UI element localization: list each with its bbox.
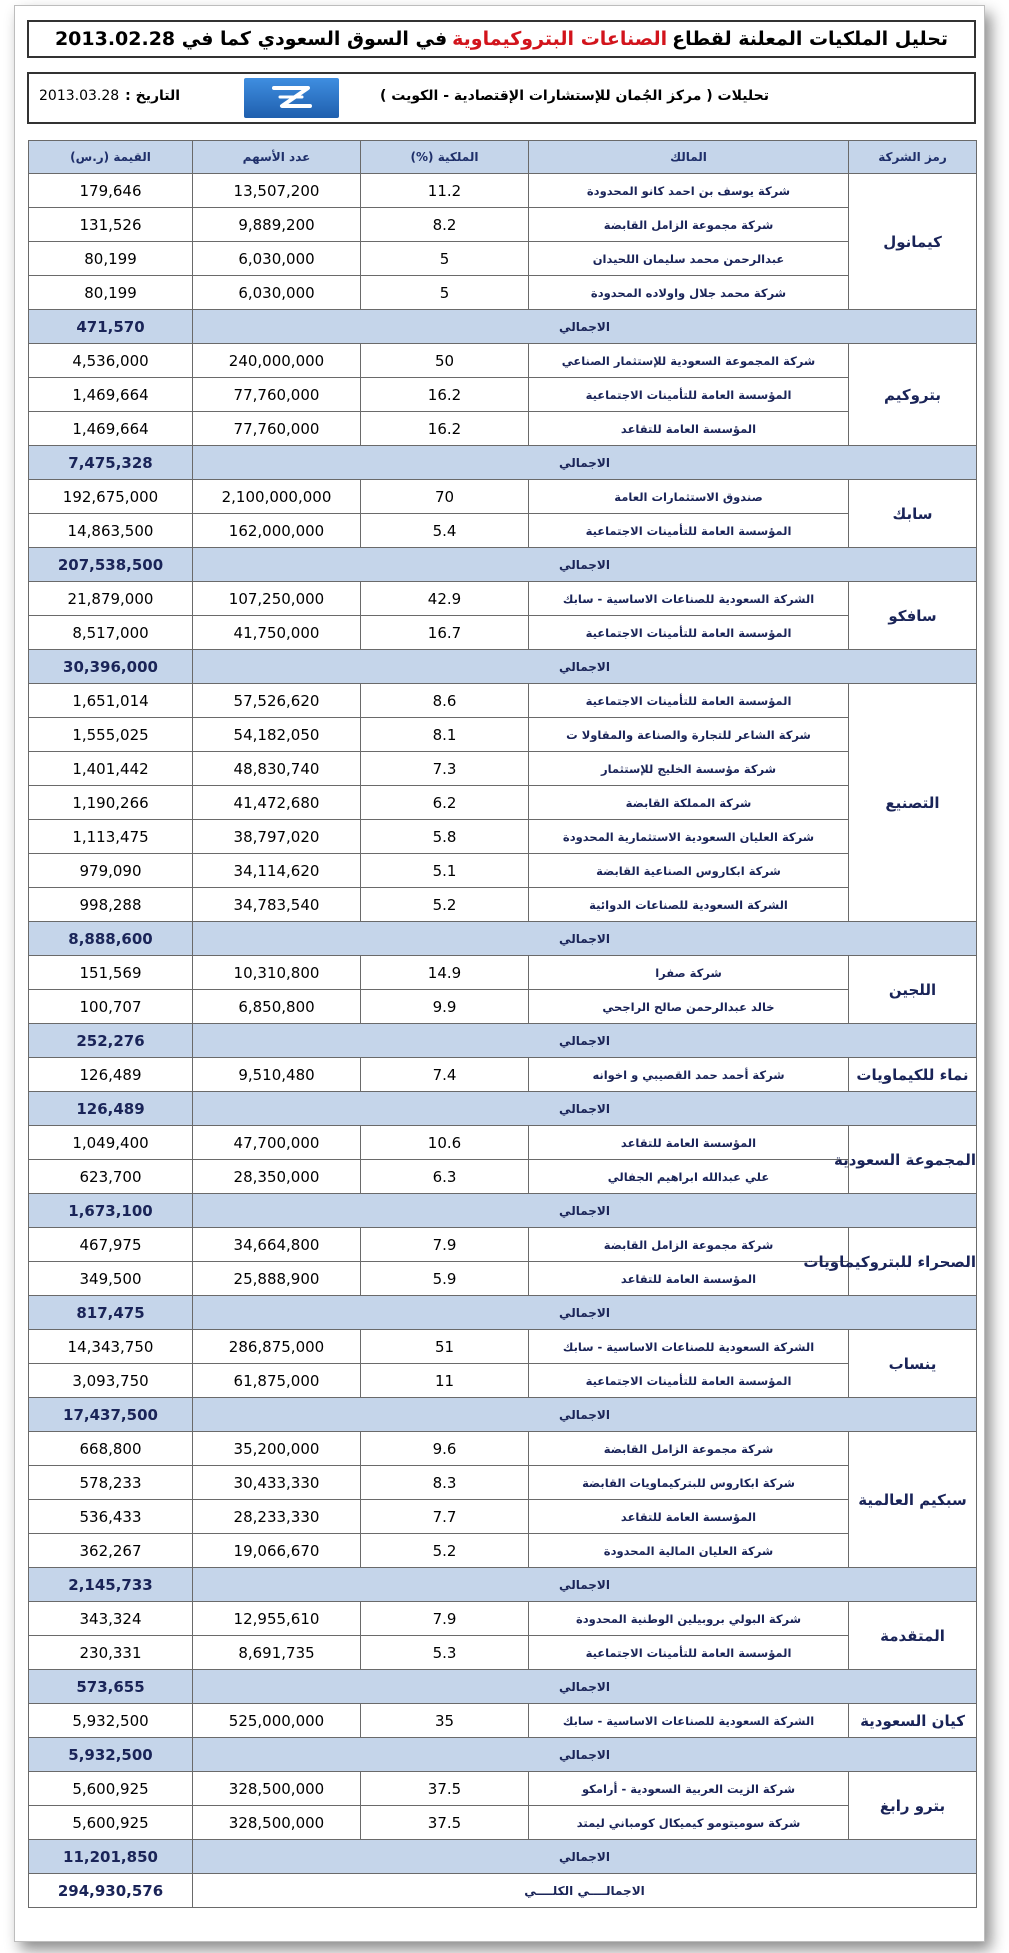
shares-count-cell: 34,664,800: [193, 1228, 361, 1262]
owner-cell: خالد عبدالرحمن صالح الراجحي: [529, 990, 849, 1024]
table-row: [29, 718, 977, 752]
value-cell: 131,526: [29, 208, 193, 242]
shares-count-cell: 107,250,000: [193, 582, 361, 616]
shares-count-cell: 47,700,000: [193, 1126, 361, 1160]
owner-cell: المؤسسة العامة للتأمينات الاجتماعية: [529, 378, 849, 412]
subtotal-label: الاجمالي: [193, 446, 977, 480]
shares-count-cell: 28,233,330: [193, 1500, 361, 1534]
shares-count-cell: 57,526,620: [193, 684, 361, 718]
owner-cell: شركة البولي بروبيلين الوطنية المحدودة: [529, 1602, 849, 1636]
shares-count-cell: 12,955,610: [193, 1602, 361, 1636]
value-cell: 998,288: [29, 888, 193, 922]
value-cell: 5,932,500: [29, 1704, 193, 1738]
company-name-cell: كيمانول: [849, 174, 977, 310]
subtotal-row: [29, 1024, 977, 1058]
subtotal-row: [29, 548, 977, 582]
value-cell: 668,800: [29, 1432, 193, 1466]
table-row: [29, 1126, 977, 1160]
subtotal-value: 11,201,850: [29, 1840, 193, 1874]
shares-count-cell: 48,830,740: [193, 752, 361, 786]
table-row: [29, 1228, 977, 1262]
shares-count-cell: 6,850,800: [193, 990, 361, 1024]
value-cell: 536,433: [29, 1500, 193, 1534]
subtotal-value: 126,489: [29, 1092, 193, 1126]
owner-cell: المؤسسة العامة للتقاعد: [529, 1500, 849, 1534]
subtotal-value: 1,673,100: [29, 1194, 193, 1228]
table-row: [29, 1330, 977, 1364]
value-cell: 1,555,025: [29, 718, 193, 752]
shares-count-cell: 6,030,000: [193, 276, 361, 310]
subtotal-label: الاجمالي: [193, 1398, 977, 1432]
value-cell: 1,113,475: [29, 820, 193, 854]
shares-count-cell: 525,000,000: [193, 1704, 361, 1738]
value-cell: 179,646: [29, 174, 193, 208]
owner-cell: شركة سوميتومو كيميكال كومباني ليمتد: [529, 1806, 849, 1840]
table-row: [29, 378, 977, 412]
company-logo: [244, 78, 339, 118]
value-cell: 230,331: [29, 1636, 193, 1670]
ownership-table: [28, 140, 977, 1908]
ownership-pct-cell: 8.3: [361, 1466, 529, 1500]
owner-cell: شركة العليان المالية المحدودة: [529, 1534, 849, 1568]
ownership-pct-cell: 6.3: [361, 1160, 529, 1194]
shares-count-cell: 38,797,020: [193, 820, 361, 854]
shares-count-cell: 328,500,000: [193, 1772, 361, 1806]
owner-cell: المؤسسة العامة للتأمينات الاجتماعية: [529, 514, 849, 548]
subtotal-row: [29, 1092, 977, 1126]
owner-cell: شركة مجموعة الزامل القابضة: [529, 1432, 849, 1466]
ownership-pct-cell: 16.2: [361, 412, 529, 446]
ownership-pct-cell: 37.5: [361, 1806, 529, 1840]
subtotal-label: الاجمالي: [193, 650, 977, 684]
value-cell: 623,700: [29, 1160, 193, 1194]
company-name-cell: بتروكيم: [849, 344, 977, 446]
owner-cell: علي عبدالله ابراهيم الجفالي: [529, 1160, 849, 1194]
owner-cell: عبدالرحمن محمد سليمان اللحيدان: [529, 242, 849, 276]
subtotal-value: 471,570: [29, 310, 193, 344]
subtotal-value: 817,475: [29, 1296, 193, 1330]
owner-cell: الشركة السعودية للصناعات الاساسية - سابك: [529, 582, 849, 616]
subtotal-row: [29, 1840, 977, 1874]
value-cell: 5,600,925: [29, 1772, 193, 1806]
table-row: [29, 1602, 977, 1636]
ownership-pct-cell: 5: [361, 242, 529, 276]
ownership-pct-cell: 9.9: [361, 990, 529, 1024]
owner-cell: شركة صفرا: [529, 956, 849, 990]
ownership-pct-cell: 5.9: [361, 1262, 529, 1296]
table-row: [29, 684, 977, 718]
value-cell: 349,500: [29, 1262, 193, 1296]
ownership-pct-cell: 9.6: [361, 1432, 529, 1466]
ownership-pct-cell: 5.3: [361, 1636, 529, 1670]
subtotal-row: [29, 922, 977, 956]
shares-count-cell: 54,182,050: [193, 718, 361, 752]
value-cell: 3,093,750: [29, 1364, 193, 1398]
owner-cell: شركة ابكاروس للبتركيماويات القابضة: [529, 1466, 849, 1500]
value-cell: 1,469,664: [29, 412, 193, 446]
shares-count-cell: 77,760,000: [193, 378, 361, 412]
subtotal-value: 30,396,000: [29, 650, 193, 684]
shares-count-cell: 41,750,000: [193, 616, 361, 650]
subtotal-label: الاجمالي: [193, 922, 977, 956]
table-row: [29, 242, 977, 276]
table-row: [29, 956, 977, 990]
owner-cell: شركة ابكاروس الصناعية القابضة: [529, 854, 849, 888]
shares-count-cell: 41,472,680: [193, 786, 361, 820]
col-owner-header: المالك: [529, 141, 849, 174]
owner-cell: الشركة السعودية للصناعات الاساسية - سابك: [529, 1330, 849, 1364]
table-row: [29, 1806, 977, 1840]
report-title: [27, 20, 976, 58]
owner-cell: الشركة السعودية للصناعات الاساسية - سابك: [529, 1704, 849, 1738]
shares-count-cell: 6,030,000: [193, 242, 361, 276]
owner-cell: شركة العليان السعودية الاستثمارية المحدودة: [529, 820, 849, 854]
company-name-cell: ينساب: [849, 1330, 977, 1398]
shares-count-cell: 13,507,200: [193, 174, 361, 208]
table-row: [29, 1534, 977, 1568]
value-cell: 151,569: [29, 956, 193, 990]
shares-count-cell: 35,200,000: [193, 1432, 361, 1466]
owner-cell: المؤسسة العامة للتأمينات الاجتماعية: [529, 616, 849, 650]
table-header-row: [29, 141, 977, 174]
subtotal-row: [29, 310, 977, 344]
table-row: [29, 1058, 977, 1092]
subtotal-label: الاجمالي: [193, 1738, 977, 1772]
ownership-pct-cell: 11.2: [361, 174, 529, 208]
subtotal-label: الاجمالي: [193, 548, 977, 582]
value-cell: 1,190,266: [29, 786, 193, 820]
value-cell: 979,090: [29, 854, 193, 888]
table-row: [29, 1500, 977, 1534]
subtotal-value: 2,145,733: [29, 1568, 193, 1602]
ownership-pct-cell: 7.4: [361, 1058, 529, 1092]
owner-cell: شركة الزيت العربية السعودية - أرامكو: [529, 1772, 849, 1806]
table-row: [29, 990, 977, 1024]
shares-count-cell: 34,114,620: [193, 854, 361, 888]
table-row: [29, 752, 977, 786]
ownership-pct-cell: 5.2: [361, 1534, 529, 1568]
table-row: [29, 514, 977, 548]
subtotal-label: الاجمالي: [193, 310, 977, 344]
owner-cell: شركة مجموعة الزامل القابضة: [529, 208, 849, 242]
ownership-pct-cell: 37.5: [361, 1772, 529, 1806]
owner-cell: صندوق الاستثمارات العامة: [529, 480, 849, 514]
table-row: [29, 820, 977, 854]
owner-cell: شركة محمد جلال واولاده المحدودة: [529, 276, 849, 310]
report-sheet: [14, 5, 985, 1942]
ownership-pct-cell: 10.6: [361, 1126, 529, 1160]
company-name-cell: التصنيع: [849, 684, 977, 922]
company-name-cell: كيان السعودية: [849, 1704, 977, 1738]
subtotal-row: [29, 1398, 977, 1432]
value-cell: 100,707: [29, 990, 193, 1024]
shares-count-cell: 25,888,900: [193, 1262, 361, 1296]
value-cell: 8,517,000: [29, 616, 193, 650]
owner-cell: شركة المجموعة السعودية للإستثمار الصناعي: [529, 344, 849, 378]
ownership-pct-cell: 5.4: [361, 514, 529, 548]
company-name-cell: المتقدمة: [849, 1602, 977, 1670]
table-row: [29, 1636, 977, 1670]
title-part1: تحليل الملكيات المعلنة لقطاع: [672, 28, 949, 50]
table-row: [29, 616, 977, 650]
col-ownership-header: الملكية (%): [361, 141, 529, 174]
company-name-cell: سبكيم العالمية: [849, 1432, 977, 1568]
value-cell: 1,651,014: [29, 684, 193, 718]
table-row: [29, 174, 977, 208]
grand-total-label: الاجمالــــي الكلــــي: [193, 1874, 977, 1908]
ownership-pct-cell: 8.6: [361, 684, 529, 718]
subtotal-row: [29, 1194, 977, 1228]
shares-count-cell: 2,100,000,000: [193, 480, 361, 514]
owner-cell: المؤسسة العامة للتقاعد: [529, 412, 849, 446]
ownership-pct-cell: 5.2: [361, 888, 529, 922]
value-cell: 14,343,750: [29, 1330, 193, 1364]
title-part2: في السوق السعودي كما في 2013.02.28: [54, 28, 448, 50]
value-cell: 80,199: [29, 242, 193, 276]
ownership-pct-cell: 35: [361, 1704, 529, 1738]
subtotal-row: [29, 1738, 977, 1772]
owner-cell: شركة الشاعر للتجارة والصناعة والمقاولا ت: [529, 718, 849, 752]
ownership-pct-cell: 11: [361, 1364, 529, 1398]
ownership-pct-cell: 14.9: [361, 956, 529, 990]
company-name-cell: الصحراء للبتروكيماويات: [849, 1228, 977, 1296]
company-name-cell: نماء للكيماويات: [849, 1058, 977, 1092]
subtotal-row: [29, 1568, 977, 1602]
company-name-cell: سابك: [849, 480, 977, 548]
subtotal-value: 17,437,500: [29, 1398, 193, 1432]
ownership-pct-cell: 8.2: [361, 208, 529, 242]
owner-cell: المؤسسة العامة للتأمينات الاجتماعية: [529, 684, 849, 718]
ownership-pct-cell: 6.2: [361, 786, 529, 820]
table-row: [29, 1772, 977, 1806]
owner-cell: المؤسسة العامة للتقاعد: [529, 1126, 849, 1160]
shares-count-cell: 10,310,800: [193, 956, 361, 990]
owner-cell: شركة المملكة القابضة: [529, 786, 849, 820]
shares-count-cell: 34,783,540: [193, 888, 361, 922]
shares-count-cell: 77,760,000: [193, 412, 361, 446]
ownership-pct-cell: 16.2: [361, 378, 529, 412]
owner-cell: المؤسسة العامة للتقاعد: [529, 1262, 849, 1296]
table-row: [29, 344, 977, 378]
grand-total-row: [29, 1874, 977, 1908]
subtotal-value: 207,538,500: [29, 548, 193, 582]
subtotal-value: 8,888,600: [29, 922, 193, 956]
table-row: [29, 1364, 977, 1398]
table-row: [29, 1704, 977, 1738]
shares-count-cell: 8,691,735: [193, 1636, 361, 1670]
table-row: [29, 854, 977, 888]
value-cell: 192,675,000: [29, 480, 193, 514]
ownership-pct-cell: 16.7: [361, 616, 529, 650]
owner-cell: شركة مجموعة الزامل القابضة: [529, 1228, 849, 1262]
subtotal-label: الاجمالي: [193, 1670, 977, 1704]
ownership-pct-cell: 50: [361, 344, 529, 378]
col-value-header: القيمة (ر.س): [29, 141, 193, 174]
subtotal-row: [29, 1670, 977, 1704]
subtotal-row: [29, 446, 977, 480]
company-name-cell: سافكو: [849, 582, 977, 650]
table-row: [29, 1432, 977, 1466]
subtotal-label: الاجمالي: [193, 1024, 977, 1058]
shares-count-cell: 240,000,000: [193, 344, 361, 378]
subtotal-row: [29, 650, 977, 684]
table-row: [29, 412, 977, 446]
value-cell: 80,199: [29, 276, 193, 310]
subtotal-value: 573,655: [29, 1670, 193, 1704]
company-name-cell: المجموعة السعودية: [849, 1126, 977, 1194]
value-cell: 14,863,500: [29, 514, 193, 548]
company-name-cell: بترو رابغ: [849, 1772, 977, 1840]
source-text: تحليلات ( مركز الجُمان للإستشارات الإقتصادية - الكويت ): [380, 88, 769, 104]
col-shares-header: عدد الأسهم: [193, 141, 361, 174]
ownership-pct-cell: 7.9: [361, 1602, 529, 1636]
owner-cell: شركة يوسف بن احمد كانو المحدودة: [529, 174, 849, 208]
title-highlight: الصناعات البتروكيماوية: [452, 28, 668, 50]
value-cell: 126,489: [29, 1058, 193, 1092]
ownership-pct-cell: 7.7: [361, 1500, 529, 1534]
shares-count-cell: 9,889,200: [193, 208, 361, 242]
company-name-cell: اللجين: [849, 956, 977, 1024]
table-row: [29, 276, 977, 310]
owner-cell: الشركة السعودية للصناعات الدوائية: [529, 888, 849, 922]
info-bar: [27, 72, 976, 124]
table-row: [29, 480, 977, 514]
ownership-pct-cell: 5: [361, 276, 529, 310]
ownership-pct-cell: 51: [361, 1330, 529, 1364]
shares-count-cell: 61,875,000: [193, 1364, 361, 1398]
value-cell: 1,049,400: [29, 1126, 193, 1160]
table-row: [29, 1466, 977, 1500]
table-row: [29, 888, 977, 922]
ownership-pct-cell: 70: [361, 480, 529, 514]
value-cell: 1,401,442: [29, 752, 193, 786]
value-cell: 4,536,000: [29, 344, 193, 378]
report-date: [39, 88, 180, 104]
subtotal-value: 252,276: [29, 1024, 193, 1058]
subtotal-label: الاجمالي: [193, 1194, 977, 1228]
value-cell: 578,233: [29, 1466, 193, 1500]
subtotal-value: 5,932,500: [29, 1738, 193, 1772]
table-row: [29, 582, 977, 616]
ownership-pct-cell: 7.9: [361, 1228, 529, 1262]
shares-count-cell: 328,500,000: [193, 1806, 361, 1840]
col-company-header: رمز الشركة: [849, 141, 977, 174]
shares-count-cell: 28,350,000: [193, 1160, 361, 1194]
date-value: 2013.03.28: [39, 88, 120, 104]
value-cell: 5,600,925: [29, 1806, 193, 1840]
owner-cell: شركة أحمد حمد القصيبي و اخوانه: [529, 1058, 849, 1092]
subtotal-label: الاجمالي: [193, 1092, 977, 1126]
owner-cell: شركة مؤسسة الخليج للإستثمار: [529, 752, 849, 786]
shares-count-cell: 286,875,000: [193, 1330, 361, 1364]
table-row: [29, 786, 977, 820]
subtotal-label: الاجمالي: [193, 1840, 977, 1874]
owner-cell: المؤسسة العامة للتأمينات الاجتماعية: [529, 1364, 849, 1398]
shares-count-cell: 162,000,000: [193, 514, 361, 548]
ownership-pct-cell: 5.1: [361, 854, 529, 888]
owner-cell: المؤسسة العامة للتأمينات الاجتماعية: [529, 1636, 849, 1670]
shares-count-cell: 19,066,670: [193, 1534, 361, 1568]
subtotal-value: 7,475,328: [29, 446, 193, 480]
value-cell: 467,975: [29, 1228, 193, 1262]
ownership-pct-cell: 5.8: [361, 820, 529, 854]
value-cell: 21,879,000: [29, 582, 193, 616]
subtotal-label: الاجمالي: [193, 1296, 977, 1330]
grand-total-value: 294,930,576: [29, 1874, 193, 1908]
subtotal-label: الاجمالي: [193, 1568, 977, 1602]
value-cell: 362,267: [29, 1534, 193, 1568]
table-row: [29, 208, 977, 242]
shares-count-cell: 30,433,330: [193, 1466, 361, 1500]
shares-count-cell: 9,510,480: [193, 1058, 361, 1092]
logo-icon: [244, 78, 339, 118]
ownership-pct-cell: 8.1: [361, 718, 529, 752]
ownership-pct-cell: 42.9: [361, 582, 529, 616]
value-cell: 343,324: [29, 1602, 193, 1636]
ownership-pct-cell: 7.3: [361, 752, 529, 786]
value-cell: 1,469,664: [29, 378, 193, 412]
subtotal-row: [29, 1296, 977, 1330]
date-label: التاريخ :: [125, 88, 181, 104]
